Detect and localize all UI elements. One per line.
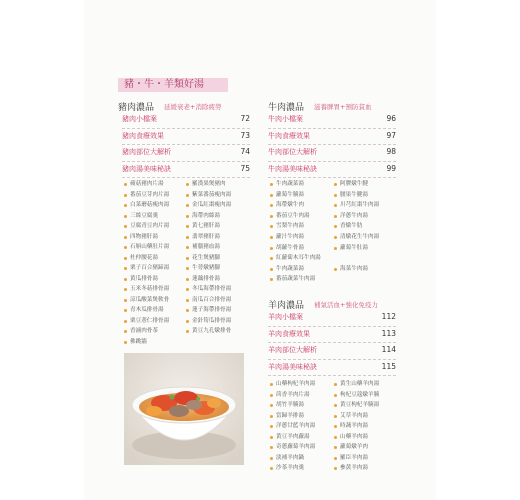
recipe-item[interactable]: 參黃羊肉湯 bbox=[340, 465, 368, 471]
bullet-dot bbox=[270, 194, 273, 197]
bullet-dot bbox=[186, 320, 189, 323]
bullet-dot bbox=[334, 425, 337, 428]
recipe-item[interactable]: 阿膠燉牛腱 bbox=[340, 181, 368, 187]
toc-title: 羊肉小檔案 bbox=[268, 313, 303, 321]
toc-page: 97 bbox=[386, 130, 396, 140]
toc-row[interactable] bbox=[268, 129, 396, 146]
toc-row[interactable] bbox=[122, 129, 250, 146]
toc-page: 75 bbox=[240, 163, 250, 173]
recipe-item[interactable]: 海菜牛肉湯 bbox=[340, 265, 368, 272]
toc-row[interactable] bbox=[268, 343, 396, 360]
bullet-dot bbox=[124, 183, 127, 186]
bullet-dot bbox=[334, 194, 337, 197]
recipe-item[interactable]: 蓮藕排骨湯 bbox=[192, 275, 220, 282]
bullet-dot bbox=[186, 330, 189, 333]
bullet-dot bbox=[270, 394, 273, 397]
pork-section-subtitle: 延緩衰老+消除疲勞 bbox=[164, 103, 222, 111]
recipe-item[interactable]: 紫菜番茄瘦肉湯 bbox=[192, 191, 232, 198]
bullet-dot bbox=[186, 194, 189, 197]
recipe-item[interactable]: 栗豆薏仁排骨湯 bbox=[130, 317, 170, 324]
bullet-dot bbox=[124, 215, 127, 218]
toc-page: 72 bbox=[240, 114, 250, 123]
recipe-item[interactable]: 牛肉蔬菜湯 bbox=[276, 265, 304, 272]
recipe-item[interactable]: 雪梨牛肉湯 bbox=[276, 223, 304, 230]
bullet-dot bbox=[124, 299, 127, 302]
toc-title: 羊肉部位大解析 bbox=[268, 346, 317, 354]
recipe-item[interactable]: 蘿汁牛肉湯 bbox=[276, 234, 304, 240]
bullet-dot bbox=[124, 320, 127, 323]
toc-page: 96 bbox=[386, 114, 396, 123]
recipe-item[interactable]: 翡翠豬肝湯 bbox=[192, 233, 220, 240]
recipe-item[interactable]: 黃瓜排骨湯 bbox=[130, 275, 158, 282]
recipe-item[interactable]: 紅蘿蔔木耳牛肉湯 bbox=[276, 255, 321, 262]
recipe-item[interactable]: 蘿蔔燉羊肉 bbox=[340, 444, 368, 450]
bullet-dot bbox=[124, 288, 127, 291]
recipe-item[interactable]: 茴香羊肉片湯 bbox=[276, 391, 310, 398]
bullet-dot bbox=[334, 247, 337, 250]
toc-row[interactable] bbox=[268, 310, 396, 327]
bullet-dot bbox=[186, 257, 189, 260]
toc-title: 豬肉食療效果 bbox=[122, 131, 164, 140]
toc-title: 牛肉小檔案 bbox=[268, 115, 303, 123]
recipe-item[interactable]: 奇蔥蘿蔔羊肉湯 bbox=[276, 444, 316, 450]
bullet-dot bbox=[334, 183, 337, 186]
recipe-item[interactable]: 番茄豆牛肉湯 bbox=[276, 212, 310, 219]
recipe-item[interactable]: 佛跳牆 bbox=[130, 338, 147, 345]
bullet-dot bbox=[124, 330, 127, 333]
toc-row[interactable] bbox=[268, 360, 396, 377]
toc-title: 羊肉湯美味秘訣 bbox=[268, 362, 317, 371]
bullet-dot bbox=[334, 446, 337, 449]
bullet-dot bbox=[334, 457, 337, 460]
recipe-item[interactable]: 洋蔥牛肉湯 bbox=[340, 212, 368, 219]
recipe-item[interactable]: 枸杞豆蔻燉羊腩 bbox=[340, 391, 380, 398]
bullet-dot bbox=[124, 267, 127, 270]
recipe-item[interactable]: 白菜蘑菇瘦肉湯 bbox=[130, 202, 170, 208]
recipe-item[interactable]: 黃豆羊肉蘿湯 bbox=[276, 433, 310, 440]
recipe-item[interactable]: 金瓜紅棗瘦肉湯 bbox=[192, 202, 232, 208]
bullet-dot bbox=[124, 194, 127, 197]
bullet-dot bbox=[270, 467, 273, 470]
bullet-dot bbox=[186, 183, 189, 186]
bullet-dot bbox=[270, 247, 273, 250]
recipe-item[interactable]: 補腦豬血湯 bbox=[192, 244, 220, 250]
bullet-dot bbox=[334, 467, 337, 470]
recipe-item[interactable]: 香燉牛肋 bbox=[340, 223, 363, 230]
lamb-section-title: 羊肉濃品 bbox=[268, 301, 305, 311]
recipe-item[interactable]: 川芎紅棗牛肉湯 bbox=[340, 202, 380, 209]
banner-title: 豬・牛・羊類好湯 bbox=[124, 79, 204, 90]
recipe-item[interactable]: 冬瓜海帶排骨湯 bbox=[192, 286, 232, 292]
recipe-item[interactable]: 山藥枸杞羊肉湯 bbox=[276, 381, 316, 387]
bullet-dot bbox=[124, 225, 127, 228]
recipe-item[interactable]: 海帶燉牛肉 bbox=[276, 202, 304, 209]
recipe-item[interactable]: 洋蔥甘藍羊肉湯 bbox=[276, 423, 316, 429]
toc-title: 羊肉食療效果 bbox=[268, 329, 310, 338]
recipe-item[interactable]: 山藥羊肉湯 bbox=[340, 433, 368, 440]
recipe-item[interactable]: 杜仲腰花湯 bbox=[130, 254, 158, 261]
toc-row[interactable] bbox=[268, 145, 396, 162]
recipe-item[interactable]: 腰果牛腱湯 bbox=[340, 191, 368, 198]
bullet-dot bbox=[270, 446, 273, 449]
toc-page: 74 bbox=[240, 147, 250, 156]
toc-page: 114 bbox=[381, 345, 396, 354]
bullet-dot bbox=[186, 215, 189, 218]
recipe-item[interactable]: 番茄豆芽肉片湯 bbox=[130, 191, 170, 198]
bullet-dot bbox=[124, 309, 127, 312]
recipe-item[interactable]: 南瓜百合排骨湯 bbox=[192, 296, 232, 303]
toc-title: 牛肉部位大解析 bbox=[268, 148, 317, 156]
beef-section-subtitle: 滋養脾胃+預防貧血 bbox=[314, 103, 372, 111]
toc-page: 99 bbox=[386, 163, 396, 173]
toc-page: 113 bbox=[381, 328, 396, 338]
recipe-item[interactable]: 玉米冬菇排骨湯 bbox=[130, 286, 170, 292]
toc-row[interactable] bbox=[122, 112, 250, 129]
toc-row[interactable] bbox=[268, 162, 396, 179]
bullet-dot bbox=[186, 246, 189, 249]
toc-title: 豬肉部位大解析 bbox=[122, 148, 171, 156]
recipe-item[interactable]: 黃豆九孔燉排骨 bbox=[192, 328, 232, 334]
bullet-dot bbox=[186, 278, 189, 281]
bullet-dot bbox=[186, 299, 189, 302]
bullet-dot bbox=[334, 383, 337, 386]
toc-page: 112 bbox=[381, 312, 396, 321]
toc-row[interactable] bbox=[122, 145, 250, 162]
toc-title: 牛肉湯美味秘訣 bbox=[268, 164, 317, 173]
toc-page: 73 bbox=[240, 130, 250, 140]
soup-photo bbox=[124, 353, 244, 465]
bullet-dot bbox=[270, 268, 273, 271]
recipe-item[interactable]: 蘿蔔牛腩湯 bbox=[276, 191, 304, 198]
recipe-item[interactable]: 牛肉蔬菜湯 bbox=[276, 181, 304, 187]
bullet-dot bbox=[270, 215, 273, 218]
recipe-item[interactable]: 黃豆枸杞羊腩湯 bbox=[340, 402, 380, 408]
recipe-item[interactable]: 番茄蔬菜牛肉湯 bbox=[276, 276, 316, 283]
recipe-item[interactable]: 時蔬羊肉湯 bbox=[340, 423, 368, 429]
bullet-dot bbox=[186, 288, 189, 291]
recipe-item[interactable]: 沙茶羊肉羹 bbox=[276, 465, 304, 471]
recipe-item[interactable]: 胡蘿牛骨湯 bbox=[276, 244, 304, 251]
recipe-item[interactable]: 豆腐青豆肉片湯 bbox=[130, 223, 170, 229]
recipe-item[interactable]: 四物豬肝湯 bbox=[130, 233, 158, 240]
beef-toc bbox=[268, 112, 396, 178]
recipe-item[interactable]: 蓮子海帶排骨湯 bbox=[192, 307, 232, 313]
recipe-item[interactable]: 羅臣羊肉湯 bbox=[340, 454, 368, 461]
recipe-item[interactable]: 涼瓜酸菜煲軟骨 bbox=[130, 296, 170, 303]
bullet-dot bbox=[270, 236, 273, 239]
bullet-dot bbox=[270, 425, 273, 428]
bullet-dot bbox=[270, 404, 273, 407]
toc-row[interactable] bbox=[268, 112, 396, 129]
bullet-dot bbox=[270, 415, 273, 418]
recipe-item[interactable]: 蘋菇豬肉片湯 bbox=[130, 181, 164, 187]
bullet-dot bbox=[186, 267, 189, 270]
toc-page: 115 bbox=[381, 361, 396, 371]
bullet-dot bbox=[186, 225, 189, 228]
toc-title: 豬肉小檔案 bbox=[122, 115, 157, 123]
bullet-dot bbox=[124, 236, 127, 239]
recipe-item[interactable]: 淡補羊肉鍋 bbox=[276, 454, 304, 461]
bullet-dot bbox=[334, 268, 337, 271]
bullet-dot bbox=[334, 436, 337, 439]
lamb-section-subtitle: 補氣活血+強化免疫力 bbox=[314, 301, 378, 309]
recipe-item[interactable]: 石斛山藥肚片湯 bbox=[130, 244, 170, 250]
bullet-dot bbox=[270, 457, 273, 460]
pork-section-title: 豬肉濃品 bbox=[118, 103, 155, 113]
recipe-item[interactable]: 清燉花生牛肉湯 bbox=[340, 234, 380, 240]
recipe-item[interactable]: 三絲豆腐羹 bbox=[130, 212, 158, 219]
bullet-dot bbox=[124, 246, 127, 249]
bullet-dot bbox=[124, 257, 127, 260]
bullet-dot bbox=[124, 204, 127, 207]
recipe-item[interactable]: 艾草羊肉湯 bbox=[340, 412, 368, 419]
bullet-dot bbox=[270, 183, 273, 186]
bullet-dot bbox=[334, 236, 337, 239]
toc-title: 豬肉湯美味秘訣 bbox=[122, 164, 171, 173]
recipe-item[interactable]: 香滷肉骨茶 bbox=[130, 328, 158, 334]
recipe-item[interactable]: 黃七豬肝湯 bbox=[192, 223, 220, 229]
recipe-item[interactable]: 栗子百合豬蹄湯 bbox=[130, 265, 170, 271]
section-banner bbox=[118, 78, 228, 92]
bullet-dot bbox=[334, 415, 337, 418]
recipe-item[interactable]: 海帶肉絲湯 bbox=[192, 212, 220, 219]
recipe-item[interactable]: 羅漢果煲豬肉 bbox=[192, 181, 226, 187]
recipe-item[interactable]: 胡竹羊腩湯 bbox=[276, 402, 304, 408]
bullet-dot bbox=[270, 436, 273, 439]
bullet-dot bbox=[186, 204, 189, 207]
recipe-item[interactable]: 黃生山藥羊肉湯 bbox=[340, 381, 380, 387]
lamb-toc bbox=[268, 310, 396, 376]
bullet-dot bbox=[334, 215, 337, 218]
soup-bowl-illustration bbox=[124, 353, 244, 465]
bullet-dot bbox=[186, 309, 189, 312]
recipe-item[interactable]: 蘿蔔牛肚湯 bbox=[340, 244, 368, 251]
recipe-item[interactable]: 牛蒡燉豬腳 bbox=[192, 265, 220, 271]
bullet-dot bbox=[270, 383, 273, 386]
bullet-dot bbox=[334, 404, 337, 407]
toc-page: 98 bbox=[386, 147, 396, 156]
recipe-item[interactable]: 青木瓜排骨湯 bbox=[130, 307, 164, 313]
bullet-dot bbox=[124, 278, 127, 281]
bullet-dot bbox=[334, 394, 337, 397]
toc-row[interactable] bbox=[268, 327, 396, 344]
pork-toc bbox=[122, 112, 250, 178]
bullet-dot bbox=[124, 341, 127, 344]
toc-title: 牛肉食療效果 bbox=[268, 131, 310, 140]
recipe-item[interactable]: 當歸羊排湯 bbox=[276, 412, 304, 419]
recipe-item[interactable]: 花生煲豬腳 bbox=[192, 254, 220, 261]
bullet-dot bbox=[186, 236, 189, 239]
beef-section-title: 牛肉濃品 bbox=[268, 103, 305, 113]
toc-row[interactable] bbox=[122, 162, 250, 179]
recipe-item[interactable]: 金針筍瓜排骨湯 bbox=[192, 317, 232, 324]
